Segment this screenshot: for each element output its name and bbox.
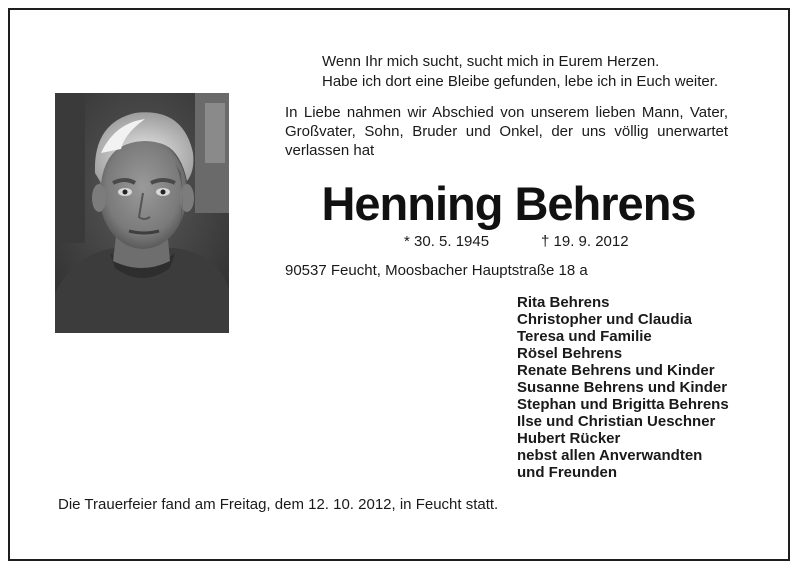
deceased-name: Henning Behrens	[321, 177, 696, 230]
mourner-name: Susanne Behrens und Kinder	[517, 379, 728, 396]
poem-line-2: Habe ich dort eine Bleibe gefunden, lebe ich in Euch weiter.	[322, 73, 719, 90]
mourner-name: und Freunden	[517, 464, 617, 481]
intro-text: In Liebe nahmen wir Abschied von unserem lieben Mann, Vater, Großvater, Sohn, Bruder und Onkel, der uns völlig unerwartet verlassen hat	[285, 104, 728, 159]
mourner-name: Rita Behrens	[517, 294, 610, 311]
death-date: † 19. 9. 2012	[541, 233, 629, 250]
mourner-name: Renate Behrens und Kinder	[517, 362, 715, 379]
memorial-poem	[322, 52, 718, 92]
mourners-list	[517, 294, 729, 481]
birth-date: * 30. 5. 1945	[404, 233, 490, 250]
poem-line-1: Wenn Ihr mich sucht, sucht mich in Eurem Herzen.	[322, 53, 660, 70]
mourner-name: Christopher und Claudia	[517, 311, 693, 328]
portrait-photo	[55, 93, 229, 333]
funeral-notice: Die Trauerfeier fand am Freitag, dem 12. 10. 2012, in Feucht statt.	[58, 496, 499, 513]
address: 90537 Feucht, Moosbacher Hauptstraße 18 a	[285, 262, 588, 279]
mourner-name: nebst allen Anverwandten	[517, 447, 703, 464]
mourner-name: Stephan und Brigitta Behrens	[517, 396, 729, 413]
mourner-name: Hubert Rücker	[517, 430, 621, 447]
mourner-name: Ilse und Christian Ueschner	[517, 413, 716, 430]
mourner-name: Teresa und Familie	[517, 328, 652, 345]
mourner-name: Rösel Behrens	[517, 345, 623, 362]
